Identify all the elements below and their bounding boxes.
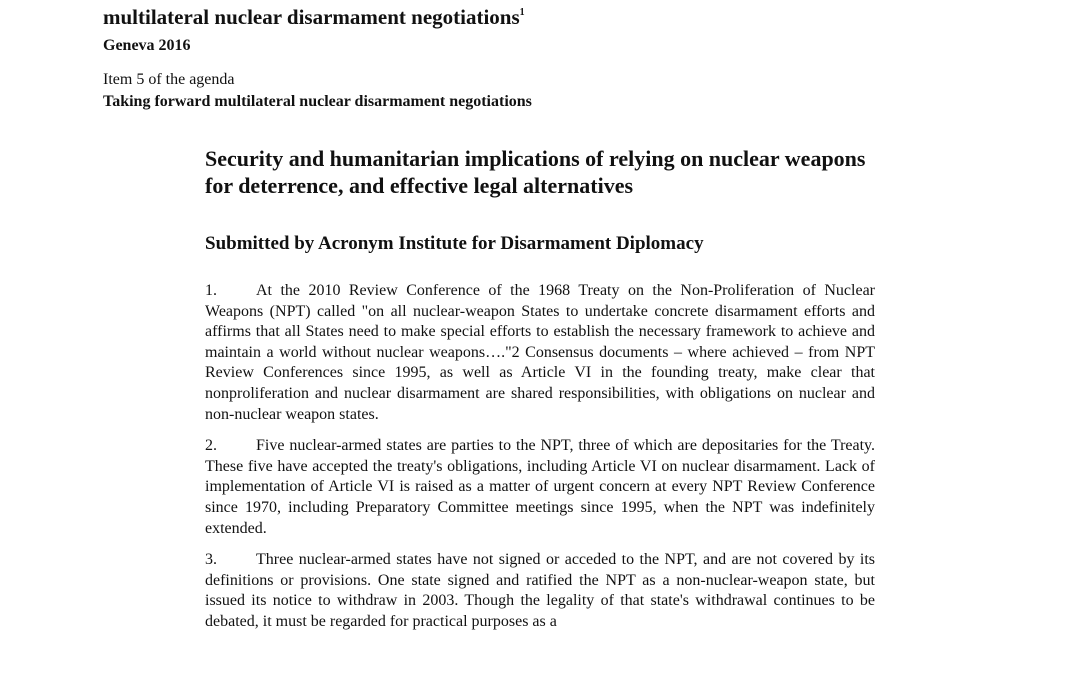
session-label: Geneva 2016	[103, 37, 191, 54]
paragraph-list	[205, 281, 875, 644]
agenda-title: Taking forward multilateral nuclear disarmament negotiations	[103, 93, 532, 110]
paragraph-3	[205, 550, 875, 632]
meeting-title	[103, 0, 525, 30]
paragraph-number: 2.	[205, 437, 217, 455]
meeting-title-text: multilateral nuclear disarmament negotiations	[103, 5, 520, 29]
paragraph-number: 1.	[205, 282, 217, 299]
document-title: Security and humanitarian implications of relying on nuclear weapons for deterrence, and effective legal alternatives	[205, 146, 866, 198]
paragraph-2	[205, 436, 875, 539]
paragraph-text: At the 2010 Review Conference of the 1968 Treaty on the Non-Proliferation of Nuclear Weapons (NPT) called "on all nuclear-weapon States to undertake concrete disarmament efforts and affirms that all States need to make special efforts to establish the necessary framework to achieve and maintain a world without nuclear weapons…."2 Consensus documents – where achieved – from NPT Review Conferences since 1995, as well as Article VI in the founding treaty, make clear that nonproliferation and nuclear disarmament are shared responsibilities, with obligations on nuclear and non-nuclear weapon states.	[205, 282, 875, 423]
paragraph-number: 3.	[205, 551, 217, 569]
paragraph-text: Five nuclear-armed states are parties to the NPT, three of which are depositaries for the Treaty. These five have accepted the treaty's obligations, including Article VI on nuclear disarmament. Lack of implementation of Article VI is raised as a matter of urgent concern at every NPT Review Conference since 1970, including Preparatory Committee meetings since 1995, when the NPT was indefinitely extended.	[205, 437, 875, 537]
submitter-line: Submitted by Acronym Institute for Disarmament Diplomacy	[205, 233, 704, 254]
agenda-item: Item 5 of the agenda	[103, 71, 235, 88]
footnote-marker: 1	[519, 7, 525, 18]
paragraph-1	[205, 281, 875, 425]
paragraph-text: Three nuclear-armed states have not signed or acceded to the NPT, and are not covered by its definitions or provisions. One state signed and ratified the NPT as a non-nuclear-weapon state, but issued its notice to withdraw in 2003. Though the legality of that state's withdrawal continues to be debated, it must be regarded for practical purposes as a	[205, 551, 875, 630]
